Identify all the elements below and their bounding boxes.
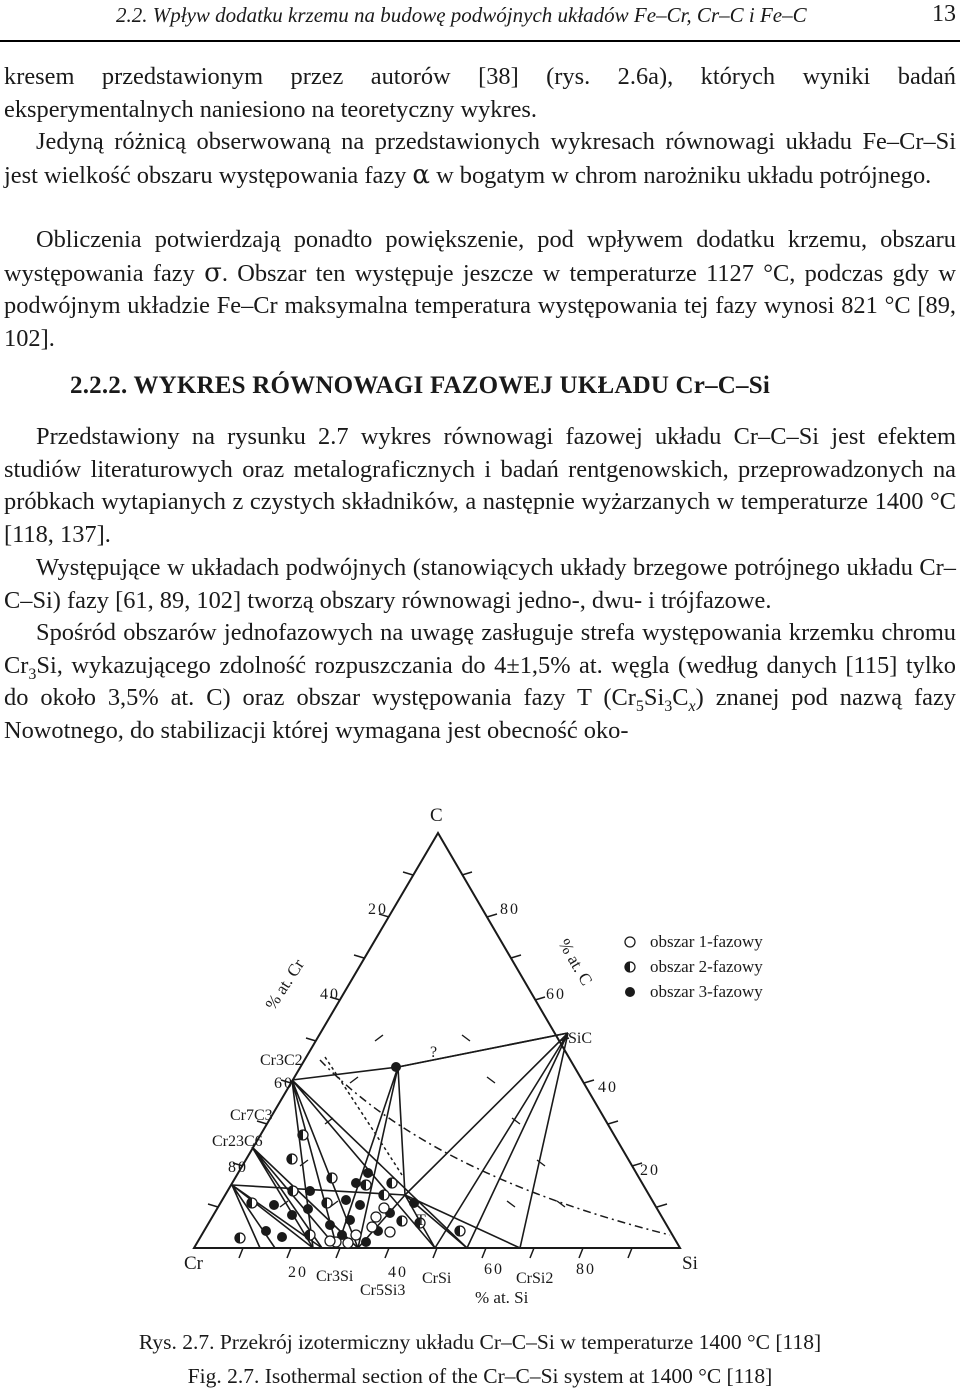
- sigma-symbol: σ: [204, 257, 222, 288]
- phase-t-label: T: [416, 1212, 426, 1229]
- tick-left-80: 80: [228, 1159, 248, 1176]
- tick-bottom-80: 80: [576, 1261, 596, 1278]
- paragraph-2-text-b: w bogatym w chrom narożniku układu potrójnego.: [429, 161, 932, 189]
- tick-right-60: 60: [546, 986, 566, 1003]
- axis-left-label: % at. Cr: [261, 955, 308, 1014]
- paragraph-6-text-b: Si, wykazującego zdolność rozpuszczania do 4±1,5% at. węgla (według danych [115] tylko do około 3,5% at. C) oraz obszar występowania fazy T (Cr: [4, 651, 956, 711]
- paragraph-6-text-d: C: [672, 684, 689, 711]
- subscript: 5: [635, 698, 644, 715]
- legend-label-1-phase: obszar 1-fazowy: [650, 932, 763, 951]
- phase-cr7c3-label: Cr7C3: [230, 1107, 273, 1124]
- question-mark: ?: [430, 1044, 438, 1061]
- paragraph-5: [4, 552, 956, 617]
- paragraph-6: [4, 617, 956, 747]
- phase-crsi-label: CrSi: [422, 1270, 452, 1287]
- paragraph-2: [4, 126, 956, 192]
- tick-right-40: 40: [598, 1079, 618, 1096]
- tick-bottom-20: 20: [288, 1264, 308, 1281]
- paragraph-3: [4, 224, 956, 355]
- running-header-title: 2.2. Wpływ dodatku krzemu na budowę podwójnych układów Fe–Cr, Cr–C i Fe–C: [116, 3, 807, 27]
- page-number: 13: [932, 1, 956, 27]
- tick-bottom-40: 40: [388, 1264, 408, 1281]
- triangle-outline: [194, 833, 680, 1248]
- legend-label-3-phase: obszar 3-fazowy: [650, 982, 763, 1001]
- figure-caption-polish: Rys. 2.7. Przekrój izotermiczny układu Cr–C–Si w temperaturze 1400 °C [118]: [138, 1330, 822, 1354]
- vertex-c-label: C: [430, 805, 443, 826]
- legend-marker-3-phase: [625, 987, 635, 997]
- alpha-symbol: α: [412, 159, 430, 190]
- ternary-phase-diagram: [170, 795, 790, 1320]
- axis-bottom-label: % at. Si: [475, 1288, 529, 1307]
- paragraph-4-text: Przedstawiony na rysunku 2.7 wykres równowagi fazowej układu Cr–C–Si jest efektem studiów literaturowych oraz metalograficznych i badań rentgenowskich, przeprowadzonych na próbkach wytapianych z czystych składników, a następnie wyżarzanych w temperaturze 1400 °C [118, 137].: [4, 423, 956, 548]
- tick-right-20: 20: [640, 1162, 660, 1179]
- subscript: 3: [664, 698, 673, 715]
- boundary-curve: [325, 1057, 402, 1175]
- legend: [625, 932, 763, 1001]
- paragraph-3-text-b: . Obszar ten występuje jeszcze w temperaturze 1127 °C, podczas gdy w podwójnym układzie Fe–Cr maksymalna temperatura występowania tej fazy wynosi 821 °C [89, 102].: [4, 259, 956, 352]
- phase-cr3si-label: Cr3Si: [316, 1268, 354, 1285]
- phase-cr23c6-label: Cr23C6: [212, 1133, 263, 1150]
- figure-caption-english: Fig. 2.7. Isothermal section of the Cr–C–Si system at 1400 °C [118]: [187, 1364, 773, 1388]
- vertex-cr-label: Cr: [184, 1253, 203, 1274]
- header-rule: [0, 40, 960, 42]
- paragraph-1: kresem przedstawionym przez autorów [38] (rys. 2.6a), których wyniki badań eksperymentalnych naniesiono na teoretyczny wykres.: [4, 63, 956, 123]
- paragraph-3-text-a: Obliczenia potwierdzają ponadto powiększenie, pod wpływem dodatku krzemu, obszaru występowania fazy: [4, 226, 956, 287]
- paragraph-4: [4, 421, 956, 551]
- legend-marker-2-phase: [625, 962, 635, 972]
- axis-right-label: % at. C: [554, 935, 597, 989]
- vertex-si-label: Si: [682, 1253, 698, 1274]
- paragraph-2-text-a: Jedyną różnicą obserwowaną na przedstawionych wykresach równowagi układu Fe–Cr–Si jest wielkość obszaru występowania fazy: [4, 128, 956, 189]
- phase-sic-label: SiC: [568, 1030, 593, 1047]
- subscript: x: [688, 698, 696, 715]
- page-header: [0, 0, 960, 42]
- phase-crsi2-label: CrSi2: [516, 1270, 554, 1287]
- legend-marker-1-phase: [625, 937, 635, 947]
- phase-cr3c2-label: Cr3C2: [260, 1052, 303, 1069]
- tick-bottom-60: 60: [484, 1261, 504, 1278]
- phase-cr5si3-label: Cr5Si3: [360, 1282, 406, 1299]
- subscript: 3: [28, 665, 37, 683]
- tick-left-20: 20: [368, 901, 388, 918]
- inner-ticks: [280, 1035, 565, 1207]
- legend-label-2-phase: obszar 2-fazowy: [650, 957, 763, 976]
- paragraph-6-text-e: ) znanej pod nazwą fazy Nowotnego, do stabilizacji której wymagana jest obecność oko-: [4, 684, 957, 744]
- section-heading: 2.2.2. WYKRES RÓWNOWAGI FAZOWEJ UKŁADU Cr–C–Si: [70, 372, 770, 399]
- paragraph-5-text: Występujące w układach podwójnych (stanowiących układy brzegowe potrójnego układu Cr–C–Si) fazy [61, 89, 102] tworzą obszary równowagi jedno-, dwu- i trójfazowe.: [4, 554, 956, 614]
- tick-left-40: 40: [320, 986, 340, 1003]
- paragraph-6-text-a: Spośród obszarów jednofazowych na uwagę zasługuje strefa występowania krzemku chromu Cr: [4, 619, 956, 679]
- tick-right-80: 80: [500, 901, 520, 918]
- paragraph-6-text-c: Si: [643, 684, 665, 711]
- tick-left-60: 60: [274, 1075, 294, 1092]
